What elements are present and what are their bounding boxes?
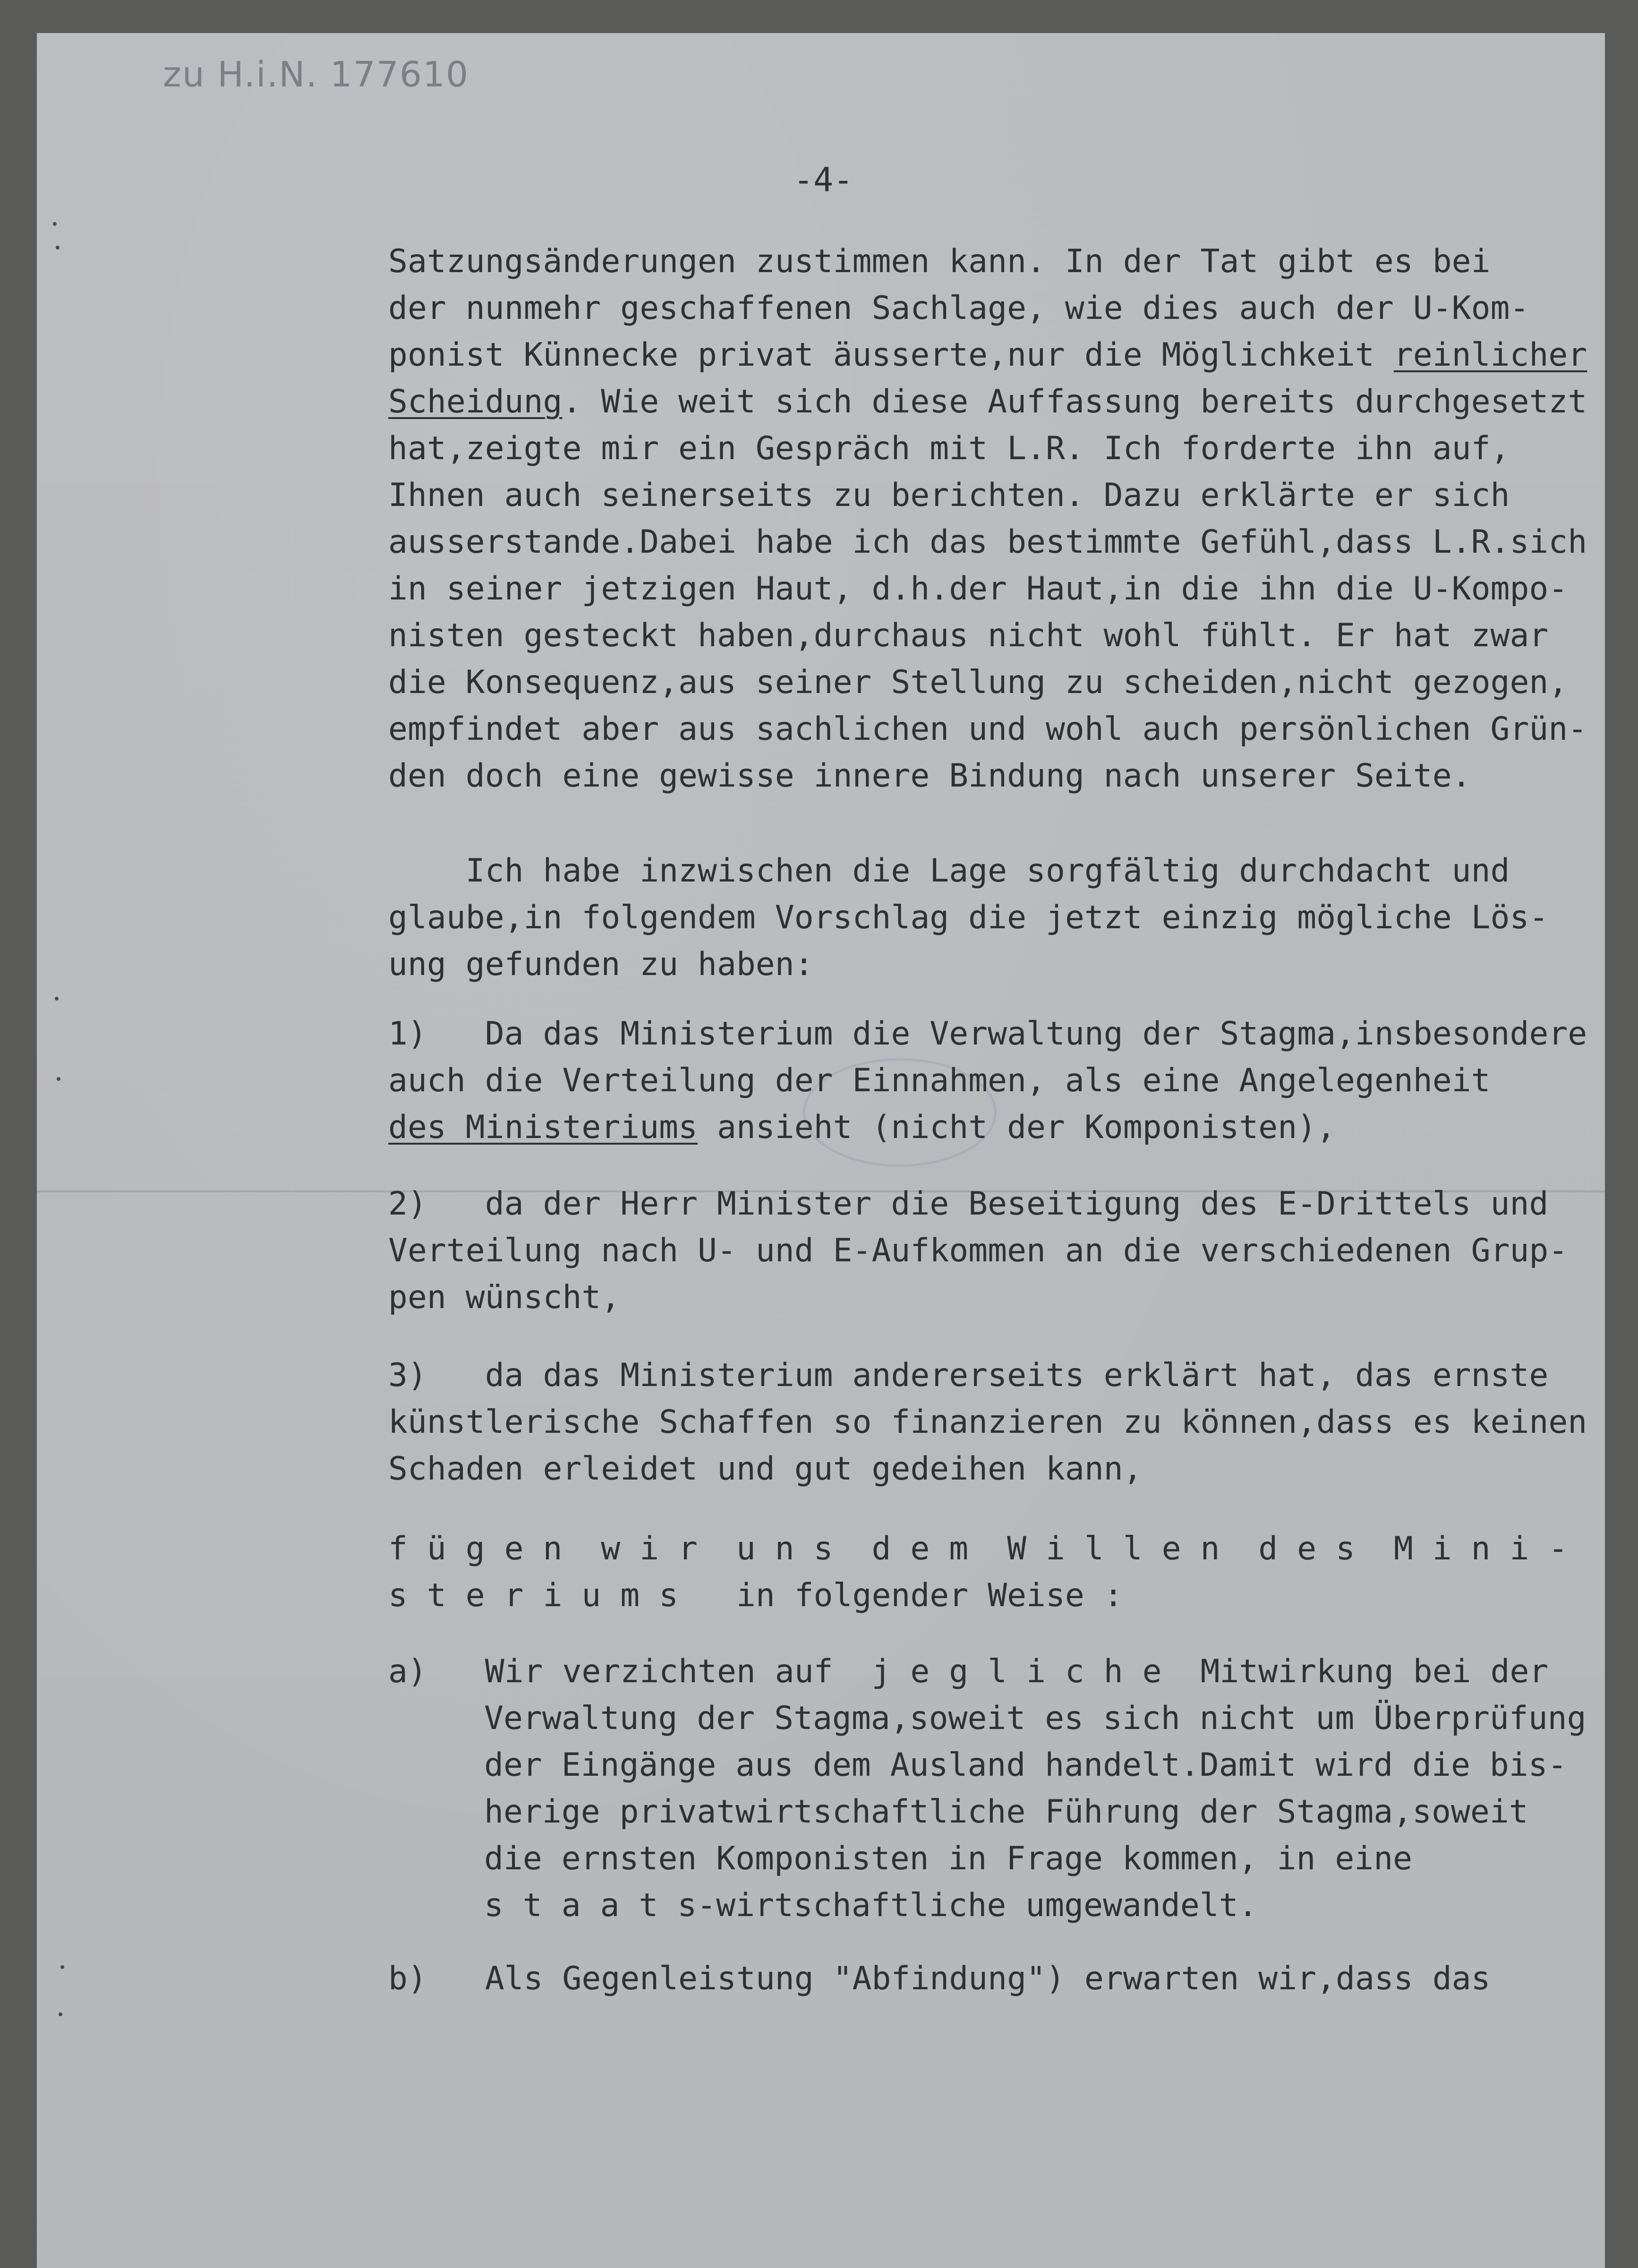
underlined-text: reinlicher	[1393, 336, 1587, 374]
text-segment: empfindet aber aus sachlichen und wohl auch persönlichen Grün-	[388, 710, 1587, 748]
archive-note: zu H.i.N. 177610	[163, 54, 469, 95]
paragraph2-line	[388, 946, 814, 983]
text-segment: 2) da der Herr Minister die Beseitigung des E-Drittels und	[388, 1185, 1549, 1223]
text-segment: die Konsequenz,aus seiner Stellung zu scheiden,nicht gezogen,	[388, 664, 1568, 701]
item1-line	[388, 1109, 1336, 1146]
item-a-line	[484, 1746, 1567, 1784]
conclusion-line	[388, 1530, 1568, 1567]
text-segment: s t a a t s-wirtschaftliche umgewandelt.	[484, 1887, 1258, 1924]
item-a-line	[484, 1793, 1528, 1831]
text-segment: b) Als Gegenleistung "Abfindung") erwarten wir,dass das	[388, 1960, 1491, 1997]
text-segment: Satzungsänderungen zustimmen kann. In der Tat gibt es bei	[388, 243, 1491, 280]
text-segment: Verwaltung der Stagma,soweit es sich nicht um Überprüfung	[484, 1700, 1587, 1737]
item1-line	[388, 1015, 1587, 1053]
paragraph1-line	[388, 336, 1587, 374]
text-segment: a) Wir verzichten auf j e g l i c h e Mitwirkung bei der	[388, 1653, 1549, 1690]
paragraph1-line	[388, 479, 1510, 512]
item3-line	[388, 1404, 1587, 1441]
underlined-text: Scheidung	[388, 383, 563, 420]
text-segment: ung gefunden zu haben:	[388, 946, 814, 983]
text-segment: herige privatwirtschaftliche Führung der Stagma,soweit	[484, 1793, 1528, 1831]
text-segment: . Wie weit sich diese Auffassung bereits durchgesetzt	[562, 383, 1587, 420]
page-number: -4-	[793, 161, 853, 199]
paragraph1-line	[388, 383, 1587, 420]
text-segment: ausserstande.Dabei habe ich das bestimmte Gefühl,dass L.R.sich	[388, 523, 1587, 561]
paragraph1-line	[388, 243, 1491, 280]
paragraph2-line	[388, 899, 1549, 936]
item2-line	[388, 1232, 1568, 1269]
item-a-line	[484, 1887, 1258, 1924]
paragraph1-line	[388, 292, 1529, 325]
item3-line	[388, 1357, 1549, 1394]
text-segment: Ihnen auch seinerseits zu berichten. Dazu erklärte er sich	[388, 477, 1510, 514]
text-segment: f ü g e n w i r u n s d e m W i l l e n d e s M i n i -	[388, 1530, 1568, 1567]
text-segment: ponist Künnecke privat äusserte,nur die Möglichkeit	[388, 336, 1394, 374]
punch-hole	[55, 997, 59, 1001]
item3-line	[388, 1450, 1143, 1488]
text-segment: glaube,in folgendem Vorschlag die jetzt einzig mögliche Lös-	[388, 899, 1549, 936]
underlined-text: des Ministeriums	[388, 1109, 698, 1146]
item2-line	[388, 1279, 621, 1316]
item-a-line	[484, 1840, 1413, 1877]
text-segment: nisten gesteckt haben,durchaus nicht wohl fühlt. Er hat zwar	[388, 617, 1549, 654]
text-segment: in seiner jetzigen Haut, d.h.der Haut,in die ihn die U-Kompo-	[388, 570, 1568, 608]
text-segment: ansieht (nicht der Komponisten),	[698, 1109, 1336, 1146]
conclusion-line	[388, 1577, 1123, 1614]
text-segment: 1) Da das Ministerium die Verwaltung der Stagma,insbesondere	[388, 1015, 1587, 1053]
paragraph1-line	[388, 617, 1549, 654]
text-segment: Schaden erleidet und gut gedeihen kann,	[388, 1450, 1143, 1488]
text-segment: der nunmehr geschaffenen Sachlage, wie dies auch der U-Kom-	[388, 290, 1529, 327]
paragraph1-line	[388, 757, 1471, 795]
paragraph1-line	[388, 570, 1568, 608]
text-segment: pen wünscht,	[388, 1279, 621, 1316]
paragraph2-line	[388, 852, 1510, 890]
text-segment: den doch eine gewisse innere Bindung nach unserer Seite.	[388, 757, 1471, 795]
paragraph1-line	[388, 430, 1510, 467]
text-segment: die ernsten Komponisten in Frage kommen, in eine	[484, 1840, 1413, 1877]
text-segment: s t e r i u m s in folgender Weise :	[388, 1577, 1123, 1614]
punch-hole	[57, 1077, 60, 1081]
paragraph1-line	[388, 523, 1587, 561]
punch-hole	[59, 2012, 62, 2016]
text-segment: künstlerische Schaffen so finanzieren zu können,dass es keinen	[388, 1404, 1587, 1441]
text-segment: Verteilung nach U- und E-Aufkommen an die verschiedenen Grup-	[388, 1232, 1568, 1269]
item1-line	[388, 1062, 1491, 1099]
text-segment: Ich habe inzwischen die Lage sorgfältig durchdacht und	[388, 852, 1510, 890]
text-segment: auch die Verteilung der Einnahmen, als eine Angelegenheit	[388, 1062, 1491, 1099]
item-b-line	[388, 1960, 1491, 1997]
text-segment: der Eingänge aus dem Ausland handelt.Damit wird die bis-	[484, 1746, 1567, 1784]
item-a-line	[484, 1700, 1587, 1737]
punch-hole	[53, 222, 57, 226]
text-segment: 3) da das Ministerium andererseits erklärt hat, das ernste	[388, 1357, 1549, 1394]
punch-hole	[56, 246, 60, 249]
paragraph1-line	[388, 664, 1568, 701]
item-a-line	[388, 1653, 1549, 1690]
punch-hole	[60, 1965, 64, 1969]
item2-line	[388, 1185, 1549, 1223]
paragraph1-line	[388, 710, 1587, 748]
text-segment: hat,zeigte mir ein Gespräch mit L.R. Ich forderte ihn auf,	[388, 430, 1510, 467]
